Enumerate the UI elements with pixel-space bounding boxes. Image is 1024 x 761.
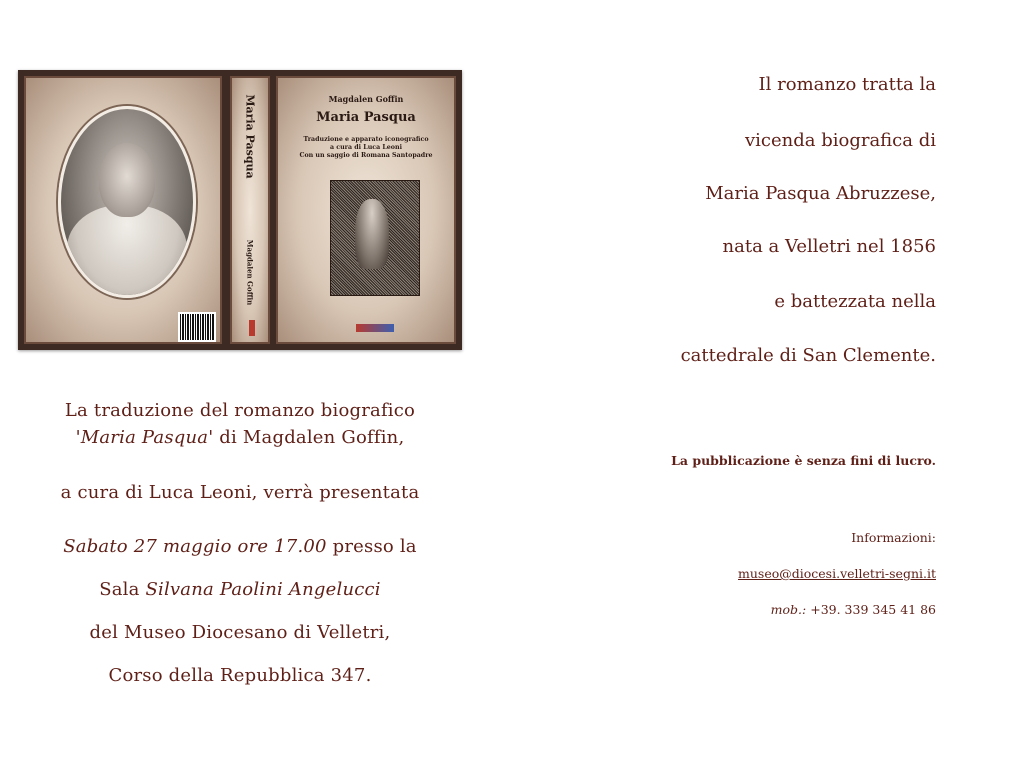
cover-subtitle-line: a cura di Luca Leoni [330,144,402,151]
venue-hall-line [18,579,462,600]
cover-subtitle [286,136,446,160]
info-label: Informazioni: [851,530,936,545]
spine-publisher-logo [249,320,255,336]
event-date: Sabato 27 maggio ore 17.00 [63,536,327,557]
email-link[interactable]: museo@diocesi.velletri-segni.it [738,566,936,581]
cover-title: Maria Pasqua [316,110,416,125]
book-cover-image [18,70,462,350]
book-author-text: di Magdalen Goffin, [213,427,405,448]
portrait-veil [67,205,187,298]
synopsis-line: nata a Velletri nel 1856 [722,236,936,257]
spine-author: Magdalen Goffin [245,239,255,306]
front-cover [276,76,456,344]
portrait-oval [58,106,196,298]
synopsis-line: cattedrale di San Clemente. [680,345,936,366]
cover-subtitle-line: Traduzione e apparato iconografico [303,136,429,143]
cover-subtitle-line: Con un saggio di Romana Santopadre [299,152,433,159]
event-date-rest: presso la [326,536,417,557]
back-cover [24,76,222,344]
curator-line: a cura di Luca Leoni, verrà presentata [60,482,420,503]
book-spine [230,76,270,344]
synopsis-line: e battezzata nella [774,291,936,312]
non-profit-notice: La pubblicazione è senza fini di lucro. [671,453,936,468]
cover-engraving [330,180,420,296]
phone-line [771,602,936,617]
synopsis-line: Maria Pasqua Abruzzese, [705,183,936,204]
venue-hall-name: Silvana Paolini Angelucci [145,579,381,600]
engraving-figure [355,199,389,269]
event-date-line [18,536,462,557]
publisher-logo [356,324,394,332]
phone-label: mob.: [770,602,807,617]
cover-author: Magdalen Goffin [328,94,404,104]
venue-hall-prefix: Sala [99,579,146,600]
intro-line: La traduzione del romanzo biografico [64,400,416,421]
phone-number: +39. 339 345 41 86 [806,602,936,617]
book-title-italic: 'Maria Pasqua' [75,427,214,448]
barcode [178,312,216,342]
synopsis-line: vicenda biografica di [744,130,936,151]
spine-title: Maria Pasqua [243,94,257,179]
synopsis-line: Il romanzo tratta la [758,74,936,95]
venue-address-line: Corso della Repubblica 347. [108,665,372,686]
portrait-face [99,143,155,217]
venue-museum-line: del Museo Diocesano di Velletri, [89,622,391,643]
book-reference-line [18,427,462,448]
